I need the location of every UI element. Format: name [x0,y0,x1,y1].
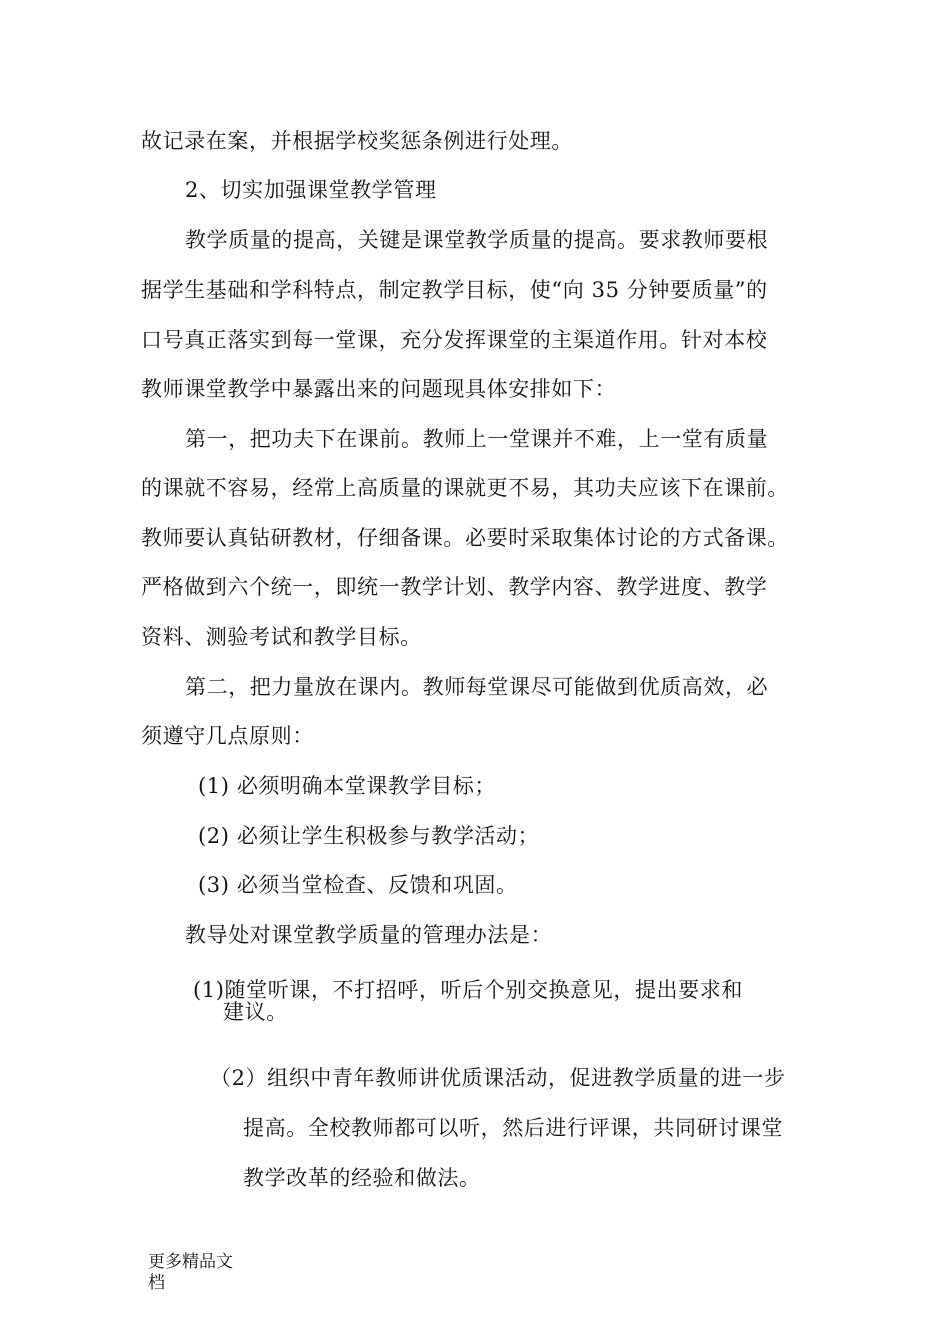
list-item: (1)随堂听课，不打招呼，听后个别交换意见，提出要求和 [193,978,743,1002]
footer-text: 档 [148,1273,165,1293]
paragraph-line: 第二，把力量放在课内。教师每堂课尽可能做到优质高效，必 [185,675,769,699]
paragraph-line: 故记录在案，并根据学校奖惩条例进行处理。 [141,129,573,153]
paragraph-line: 教师课堂教学中暴露出来的问题现具体安排如下： [141,377,617,401]
list-item: (3) 必须当堂检查、反馈和巩固。 [198,873,518,897]
paragraph-line: 教学质量的提高，关键是课堂教学质量的提高。要求教师要根 [185,228,769,252]
list-item-continuation: 建议。 [223,1000,288,1024]
paragraph-line: 第一，把功夫下在课前。教师上一堂课并不难，上一堂有质量 [185,427,769,451]
paragraph-line: 严格做到六个统一，即统一教学计划、教学内容、教学进度、教学 [141,575,768,599]
paragraph-line: 据学生基础和学科特点，制定教学目标，使“向 35 分钟要质量”的 [141,278,768,302]
list-item-continuation: 提高。全校教师都可以听，然后进行评课，共同研讨课堂 [243,1116,783,1140]
footer-text: 更多精品文 [148,1252,233,1272]
paragraph-line: 的课就不容易，经常上高质量的课就更不易，其功夫应该下在课前。 [141,476,789,500]
list-item-continuation: 教学改革的经验和做法。 [243,1166,481,1190]
paragraph-line: 须遵守几点原则： [141,724,314,748]
paragraph-line: 资料、测验考试和教学目标。 [141,625,422,649]
section-heading: 2、切实加强课堂教学管理 [185,178,437,202]
list-item: (1) 必须明确本堂课教学目标； [198,774,497,798]
list-item: （2）组织中青年教师讲优质课活动，促进教学质量的进一步 [210,1066,786,1090]
paragraph-line: 口号真正落实到每一堂课，充分发挥课堂的主渠道作用。针对本校 [141,328,768,352]
list-item: (2) 必须让学生积极参与教学活动； [198,824,540,848]
paragraph-line: 教师要认真钻研教材，仔细备课。必要时采取集体讨论的方式备课。 [141,526,789,550]
paragraph-line: 教导处对课堂教学质量的管理办法是： [185,923,553,947]
